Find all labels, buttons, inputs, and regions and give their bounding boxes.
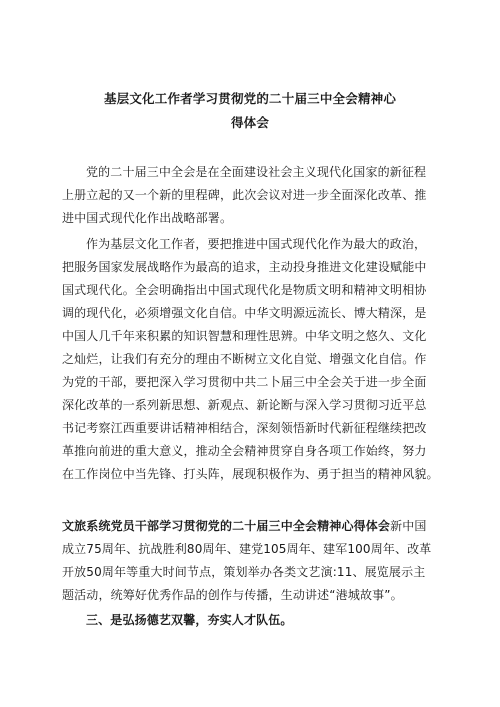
paragraph-3-first-line xyxy=(62,519,427,533)
paragraph-2-line: 深化改革的一系列新思想、新观点、新论断与深入学习贯彻习近平总 xyxy=(62,398,427,412)
paragraph-1-line: 进中国式现代化作出战略部署。 xyxy=(62,211,233,225)
paragraph-2-line: 国式现代化。全会明确指出中国式现代化是物质文明和精神文明相协 xyxy=(62,283,427,297)
paragraph-2-line: 为党的干部，要把深入学习贯彻中共二卜届三中全会关于进一步全面 xyxy=(62,375,427,389)
paragraph-3-line: 成立75周年、抗战胜利80周年、建党105周年、建军100周年、改革 xyxy=(62,542,432,556)
paragraph-3-first-line-rest: 新中国 xyxy=(390,519,427,533)
paragraph-2-line: 把服务国家发展战略作为最高的追求，主动投身推进文化建设赋能中 xyxy=(62,260,427,274)
paragraph-2-line: 作为基层文化工作者，要把推进中国式现代化作为最大的政治， xyxy=(86,237,427,251)
document-title-line-2: 得体会 xyxy=(230,115,270,130)
document-title-line-1: 基层文化工作者学习贯彻党的二十届三中全会精神心 xyxy=(103,91,397,106)
paragraph-2-line: 中国人几千年来积累的知识智慧和理性思辨。中华文明之悠久、文化 xyxy=(62,329,427,343)
paragraph-3-line: 题活动，统筹好优秀作品的创作与传播，生动讲述“港城故事”。 xyxy=(62,588,403,602)
paragraph-2-line: 革推向前进的重大意义，推动全会精神贯穿自身各项工作始终，努力 xyxy=(62,444,427,458)
paragraph-2-line: 在工作岗位中当先锋、打头阵，展现积极作为、勇于担当的精神风貌。 xyxy=(62,467,439,481)
paragraph-2-line: 调的现代化，必须增强文化自信。中华文明源远流长、博大精深，是 xyxy=(62,306,427,320)
paragraph-3-bold-title: 文旅系统党员干部学习贯彻党的二十届三中全会精神心得体会 xyxy=(62,519,391,533)
section-heading-3: 三、是弘扬德艺双馨，夯实人才队伍。 xyxy=(86,613,293,627)
paragraph-3-line: 开放50周年等重大时间节点，策划举办各类文艺演:11、展览展示主 xyxy=(62,565,426,579)
paragraph-2-line: 之灿烂，让我们有充分的理由不断树立文化自觉、增强文化自信。作 xyxy=(62,352,427,366)
paragraph-1-line: 党的二十届三中全会是在全面建设社会主义现代化国家的新征程 xyxy=(86,165,427,179)
paragraph-1-line: 上册立起的又一个新的里程碑，此次会议对进一步全面深化改革、推 xyxy=(62,188,427,202)
paragraph-2-line: 书记考察江西重要讲话精神相结合，深刻领悟新时代新征程继续把改 xyxy=(62,421,427,435)
